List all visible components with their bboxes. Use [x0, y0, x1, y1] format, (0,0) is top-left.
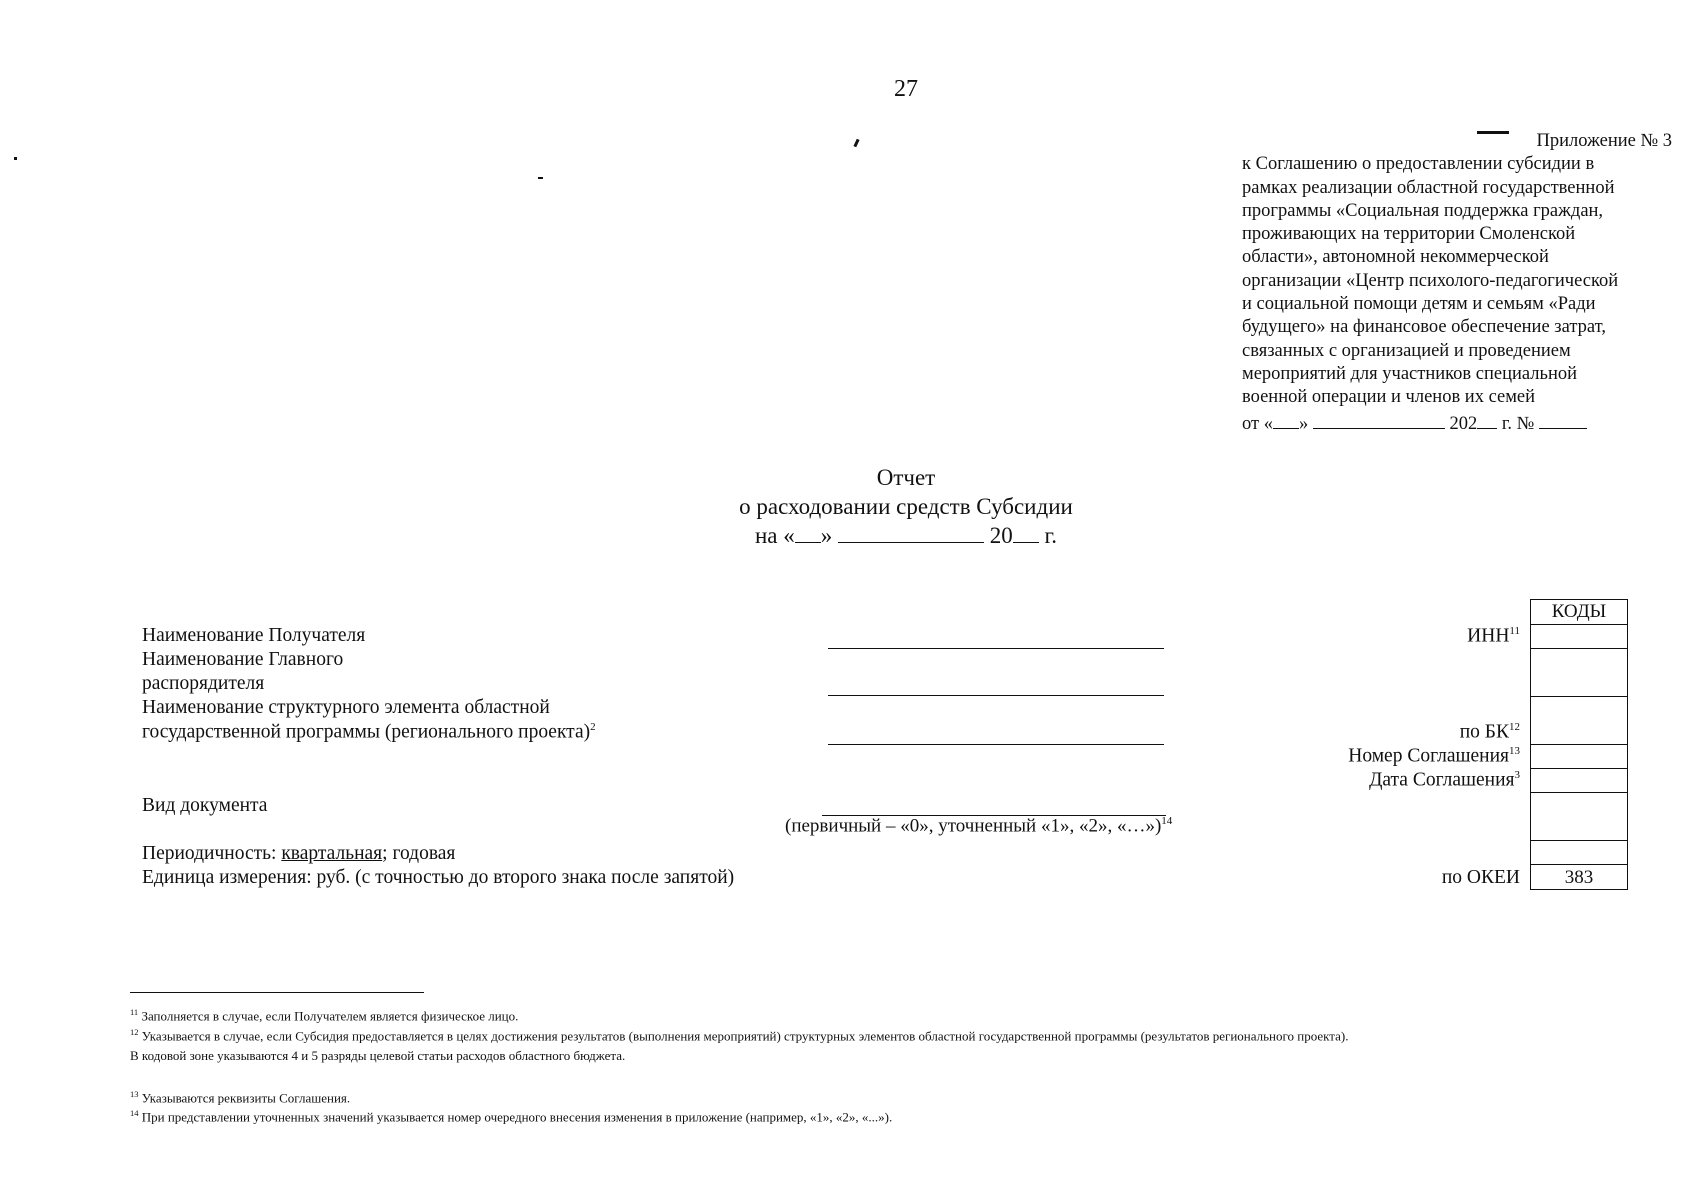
year-blank: [1477, 410, 1497, 429]
report-title: [0, 463, 1700, 550]
appendix-line: связанных с организацией и проведением: [1242, 340, 1571, 361]
title-line-1: Отчет: [876, 465, 936, 490]
appendix-line: военной операции и членов их семей: [1242, 387, 1536, 408]
doc-type-label: Вид документа: [142, 795, 268, 816]
struct-element-label-2: [142, 721, 596, 744]
footnote-12-continued: В кодовой зоне указываются 4 и 5 разряды целевой статьи расходов областного бюджета.: [130, 1048, 626, 1063]
footnote-text: Указываются реквизиты Соглашения.: [141, 1090, 351, 1106]
struct-element-label-1: Наименование структурного элемента областной: [142, 697, 550, 718]
title-year-blank: [1013, 524, 1039, 543]
appendix-line: к Соглашению о предоставлении субсидии в: [1242, 154, 1595, 175]
footnote-ref: 3: [1514, 769, 1520, 781]
appendix-line: проживающих на территории Смоленской: [1242, 224, 1576, 245]
number-blank: [1539, 410, 1587, 429]
recipient-label: Наименование Получателя: [142, 625, 366, 646]
doc-type-hint: [785, 815, 1172, 837]
periodicity-rest: ; годовая: [382, 843, 456, 864]
periodicity-title: Периодичность:: [142, 843, 277, 864]
appendix-line: рамках реализации областной государственной: [1242, 177, 1615, 198]
footnote-separator: [130, 992, 424, 993]
footnote-13: [130, 1089, 350, 1106]
appendix-line: организации «Центр психолого-педагогической: [1242, 270, 1619, 291]
struct-element-text: государственной программы (регионального проекта): [142, 721, 591, 743]
manager-code-cell[interactable]: [1531, 648, 1627, 696]
scan-mark: [853, 139, 859, 148]
date-year: 202: [1449, 414, 1478, 434]
page-number: 27: [894, 76, 918, 102]
footnote-ref: 13: [1509, 745, 1520, 757]
appendix-block: [1242, 130, 1672, 410]
title-day-blank: [795, 524, 821, 543]
agreement-number-text: Номер Соглашения: [1348, 745, 1509, 767]
agreement-number-label: [1348, 745, 1520, 768]
main-manager-label-1: Наименование Главного: [142, 649, 344, 670]
footnote-ref: 12: [1509, 721, 1520, 733]
inn-text: ИНН: [1467, 625, 1510, 647]
date-mid: »: [1298, 414, 1309, 434]
appendix-line: области», автономной некоммерческой: [1242, 247, 1549, 268]
recipient-line[interactable]: [828, 648, 1164, 649]
footnote-ref: 14: [1161, 815, 1173, 827]
main-manager-label-2: распорядителя: [142, 673, 265, 694]
month-blank: [1313, 410, 1445, 429]
day-blank: [1273, 410, 1299, 429]
title-month-blank: [838, 524, 984, 543]
inn-code-cell[interactable]: [1531, 624, 1627, 648]
title-date-mid: »: [820, 523, 833, 548]
footnote-ref: 2: [590, 721, 596, 733]
okei-code-cell: 383: [1531, 864, 1627, 889]
footnote-11: [130, 1007, 518, 1024]
number-label: г. №: [1501, 414, 1535, 434]
bk-code-cell[interactable]: [1531, 696, 1627, 744]
okei-label: по ОКЕИ: [1441, 867, 1520, 888]
appendix-date-line: [1242, 410, 1587, 435]
agreement-date-label: [1369, 769, 1520, 792]
appendix-line: будущего» на финансовое обеспечение затрат,: [1242, 317, 1606, 338]
title-line-2: о расходовании средств Субсидии: [739, 494, 1073, 519]
footnote-14: [130, 1108, 892, 1125]
inn-label: [1467, 625, 1520, 648]
periodicity-label: [142, 843, 455, 865]
unit-label: Единица измерения: руб. (с точностью до второго знака после запятой): [142, 867, 735, 888]
doc-type-hint-text: (первичный – «0», уточненный «1», «2», «…»): [785, 815, 1162, 837]
bk-text: по БК: [1459, 721, 1509, 743]
bk-label: [1460, 721, 1520, 744]
periodicity-selected: квартальная: [281, 843, 383, 864]
agreement-number-cell[interactable]: [1531, 744, 1627, 768]
footnote-text: Заполняется в случае, если Получателем является физическое лицо.: [141, 1008, 519, 1024]
doc-type-code-cell[interactable]: [1531, 792, 1627, 840]
footnote-ref: 11: [1509, 625, 1520, 637]
appendix-line: и социальной помощи детям и семьям «Ради: [1242, 294, 1596, 315]
appendix-line: программы «Социальная поддержка граждан,: [1242, 200, 1604, 221]
codes-header: КОДЫ: [1551, 601, 1607, 622]
appendix-heading: Приложение № 3: [1536, 131, 1672, 151]
footnote-number: 11: [130, 1007, 139, 1017]
title-suffix: г.: [1044, 523, 1058, 548]
footnote-text: При представлении уточненных значений указывается номер очередного внесения изменения в приложение (например, «1», «2», «...»).: [141, 1109, 893, 1125]
title-date-prefix: на «: [754, 523, 795, 548]
agreement-date-text: Дата Соглашения: [1369, 769, 1515, 791]
footnote-number: 14: [130, 1108, 139, 1118]
scan-mark: [538, 177, 543, 179]
struct-element-line[interactable]: [828, 744, 1164, 745]
title-line-3: [0, 521, 1700, 550]
footnote-text: Указывается в случае, если Субсидия предоставляется в целях достижения результатов (выполнения мероприятий) структурных элементов областной государственной программы (результатов регионального проекта).: [141, 1028, 1349, 1044]
agreement-date-cell[interactable]: [1531, 768, 1627, 792]
date-prefix: от «: [1242, 414, 1273, 434]
footnote-number: 12: [130, 1027, 139, 1037]
footnote-12: [130, 1027, 1349, 1044]
title-year: 20: [989, 523, 1013, 548]
periodicity-code-cell[interactable]: [1531, 840, 1627, 864]
scan-mark: [14, 157, 17, 160]
main-manager-line[interactable]: [828, 695, 1164, 696]
codes-table: [1530, 599, 1628, 890]
footnote-number: 13: [130, 1089, 139, 1099]
appendix-line: мероприятий для участников специальной: [1242, 363, 1578, 384]
